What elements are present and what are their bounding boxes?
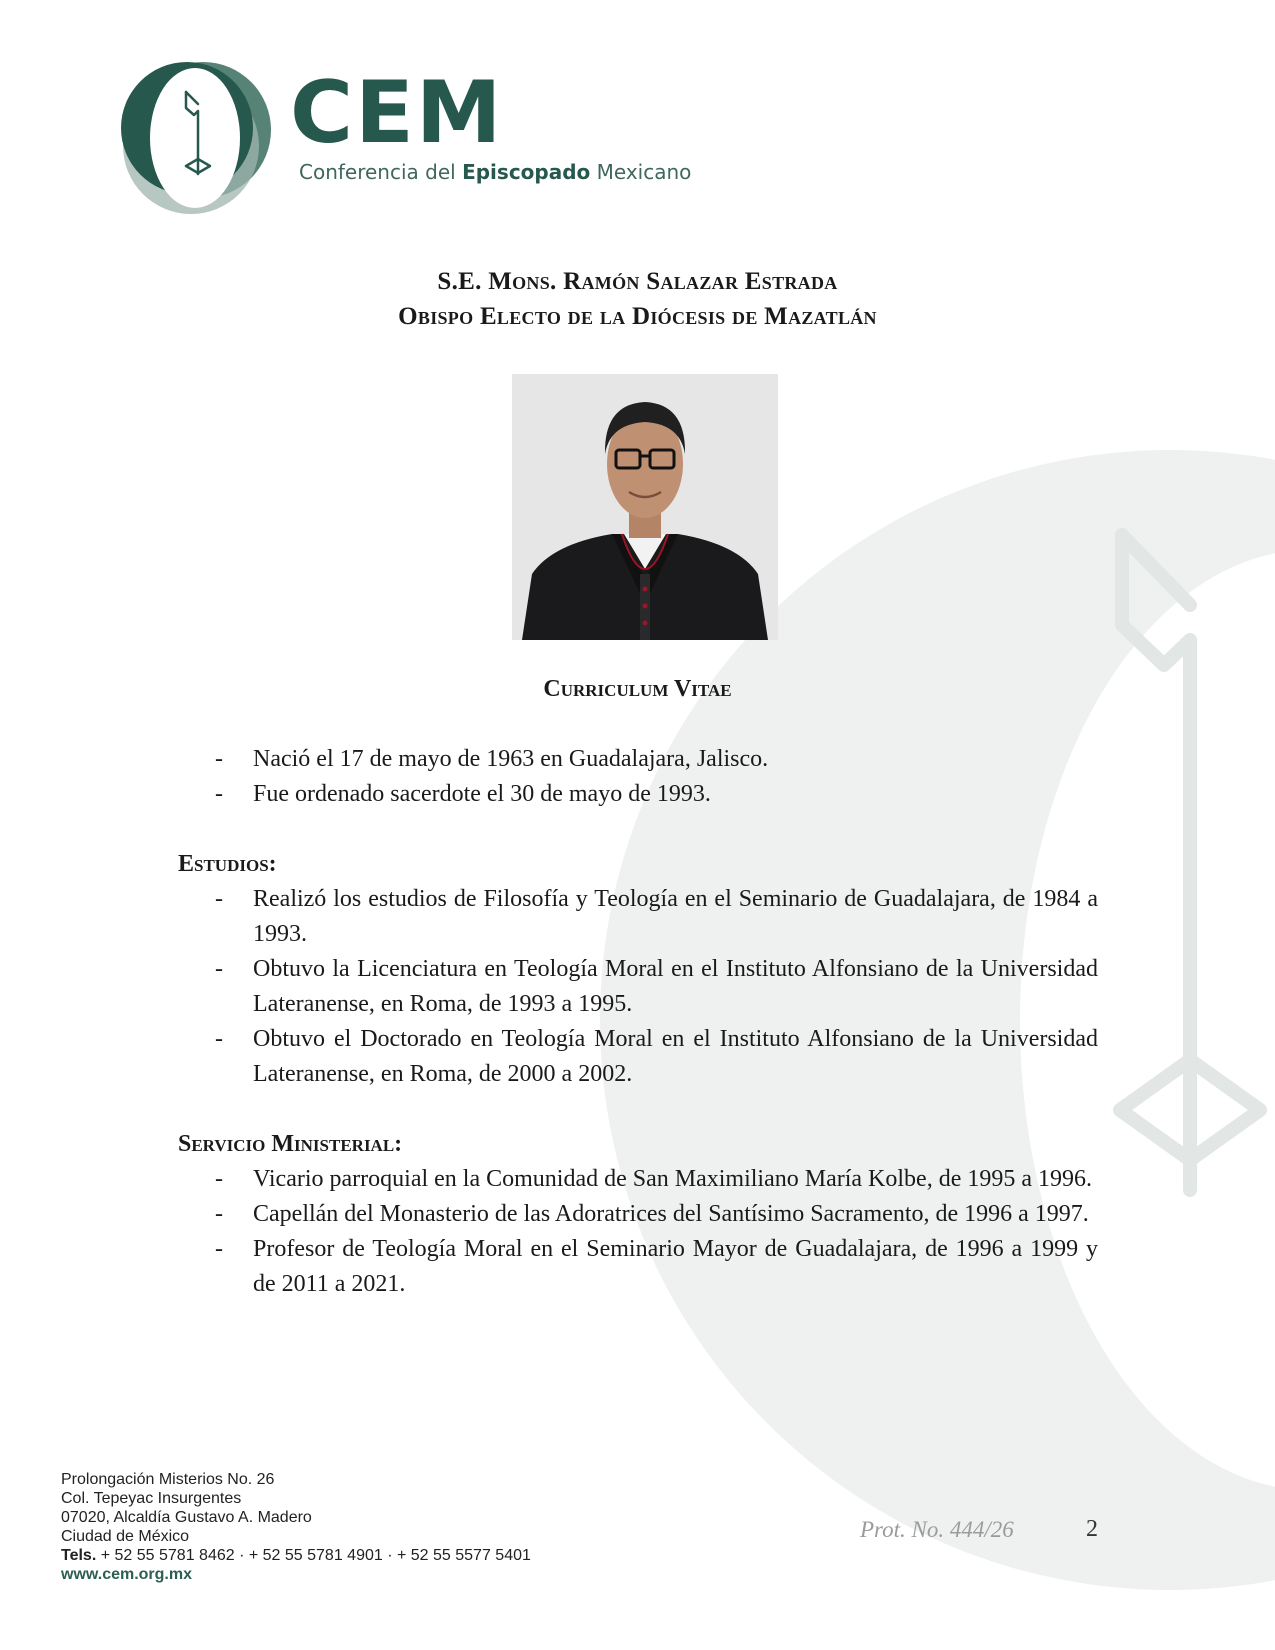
protocol-number: Prot. No. 444/26 xyxy=(860,1517,1014,1542)
cem-emblem-icon xyxy=(115,56,275,216)
address-line: 07020, Alcaldía Gustavo A. Madero xyxy=(61,1509,312,1526)
cem-logo xyxy=(115,56,692,216)
page-number: 2 xyxy=(1086,1516,1098,1542)
list-item: - Fue ordenado sacerdote el 30 de mayo de 1993. xyxy=(215,781,711,807)
website-link[interactable]: www.cem.org.mx xyxy=(61,1566,192,1583)
ministry-heading: Servicio Ministerial: xyxy=(178,1131,403,1157)
address-line: Ciudad de México xyxy=(61,1528,190,1545)
address-line: Col. Tepeyac Insurgentes xyxy=(61,1490,242,1507)
list-item: - Realizó los estudios de Filosofía y Teología en el Seminario de Guadalajara, de 1984 a 1993. xyxy=(215,886,1098,947)
cv-title: Curriculum Vitae xyxy=(543,676,732,702)
list-item: - Vicario parroquial en la Comunidad de San Maximiliano María Kolbe, de 1995 a 1996. xyxy=(215,1166,1093,1192)
intro-list xyxy=(178,742,1098,812)
ministry-list xyxy=(178,1162,1098,1302)
studies-heading: Estudios: xyxy=(178,851,277,877)
logo-subtitle: Conferencia del Episcopado Mexicano xyxy=(299,160,692,184)
studies-list xyxy=(178,882,1098,1092)
bishop-portrait xyxy=(512,374,778,640)
list-item: - Obtuvo la Licenciatura en Teología Moral en el Instituto Alfonsiano de la Universidad Lateranense, en Roma, de 1993 a 1995. xyxy=(215,956,1098,1017)
phone-line: Tels. + 52 55 5781 8462 · + 52 55 5781 4901 · + 52 55 5577 5401 xyxy=(61,1547,531,1564)
bishop-title: Obispo Electo de la Diócesis de Mazatlán xyxy=(398,303,877,330)
logo-title: CEM xyxy=(290,63,504,163)
list-item: - Capellán del Monasterio de las Adoratrices del Santísimo Sacramento, de 1996 a 1997. xyxy=(215,1201,1089,1227)
cv-content xyxy=(178,742,1098,1302)
list-item: - Profesor de Teología Moral en el Seminario Mayor de Guadalajara, de 1996 a 1999 y de 2011 a 2021. xyxy=(215,1236,1098,1297)
address-footer xyxy=(61,1470,531,1584)
list-item: - Obtuvo el Doctorado en Teología Moral en el Instituto Alfonsiano de la Universidad Lateranense, en Roma, de 2000 a 2002. xyxy=(215,1026,1098,1087)
address-line: Prolongación Misterios No. 26 xyxy=(61,1471,275,1488)
bishop-name: S.E. Mons. Ramón Salazar Estrada xyxy=(437,268,838,295)
list-item: - Nació el 17 de mayo de 1963 en Guadalajara, Jalisco. xyxy=(215,746,769,772)
